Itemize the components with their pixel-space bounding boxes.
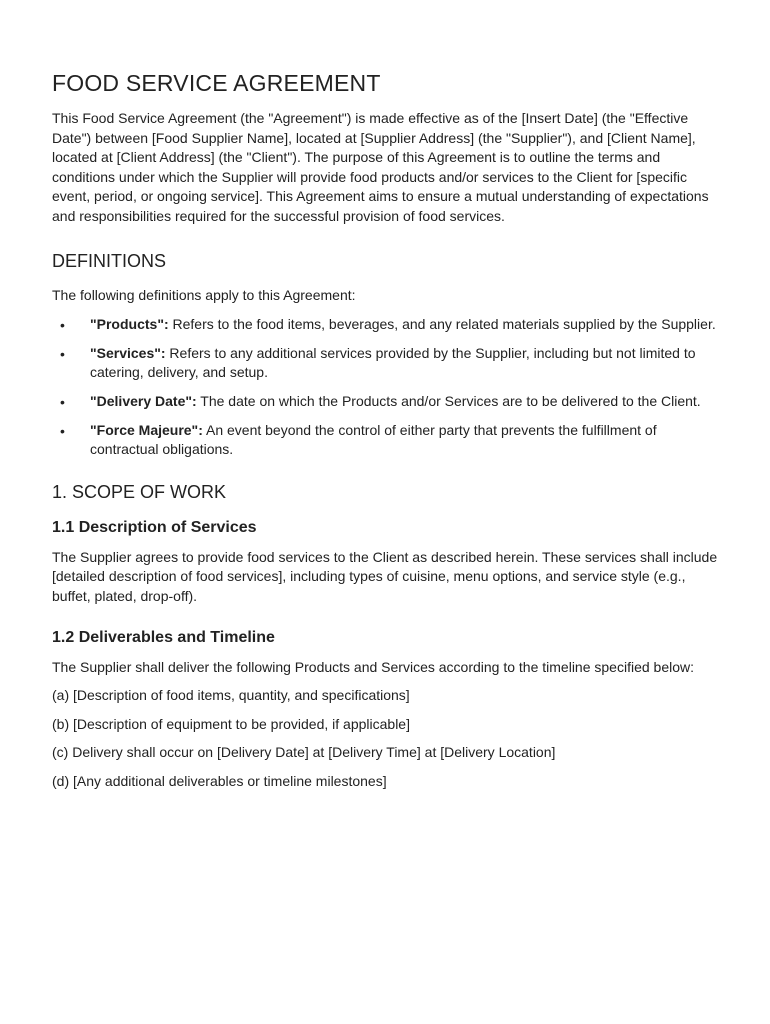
definition-term: "Force Majeure": [90,421,203,438]
deliverables-heading: 1.2 Deliverables and Timeline [52,628,275,646]
bullet-icon: • [60,422,65,439]
definition-term: "Products": [90,316,169,333]
deliverable-item-b: (b) [Description of equipment to be provided, if applicable] [52,715,410,732]
definitions-heading: DEFINITIONS [52,250,167,271]
deliverable-item-d: (d) [Any additional deliverables or timeline milestones] [52,772,387,789]
definition-text: The date on which the Products and/or Services are to be delivered to the Client. [196,392,701,409]
intro-paragraph: This Food Service Agreement (the "Agreement") is made effective as of the [Insert Date] (the "Effective Date") between [Food Supplier Name], located at [Supplier Address] (the "Supplier"), and [Client Name], located at [Client Address] (the "Client"). The purpose of this Agreement is to outline the terms and conditions under which the Supplier will provide food products and/or services to the Client for [specific event, period, or ongoing service]. This Agreement aims to ensure a mutual understanding of expectations and responsibilities required for the successful provision of food services. [52,110,709,224]
bullet-icon: • [60,317,65,334]
deliverable-item-c: (c) Delivery shall occur on [Delivery Date] at [Delivery Time] at [Delivery Location] [52,744,556,761]
scope-heading: 1. SCOPE OF WORK [52,481,227,502]
deliverable-item-a: (a) [Description of food items, quantity, and specifications] [52,687,410,704]
bullet-icon: • [60,345,65,362]
definition-term: "Delivery Date": [90,392,197,409]
definition-item-services [52,344,718,383]
definitions-lead: The following definitions apply to this Agreement: [52,286,356,303]
deliverables-lead: The Supplier shall deliver the following Products and Services according to the timeline specified below: [52,658,695,675]
definition-item-products [52,315,718,335]
description-heading: 1.1 Description of Services [52,518,257,536]
definition-text: An event beyond the control of either party that prevents the fulfillment of contractual obligations. [90,421,657,458]
bullet-icon: • [60,393,65,410]
definition-text: Refers to the food items, beverages, and any related materials supplied by the Supplier. [168,316,716,333]
definition-term: "Services": [90,344,166,361]
definitions-list [52,315,718,460]
definition-text: Refers to any additional services provided by the Supplier, including but not limited to catering, delivery, and setup. [90,344,696,381]
description-paragraph: The Supplier agrees to provide food services to the Client as described herein. These services shall include [detailed description of food services], including types of cuisine, menu options, and service style (e.g., buffet, plated, drop-off). [52,548,718,604]
definition-item-force-majeure [52,421,718,460]
definition-item-delivery-date [52,392,718,412]
document-title: FOOD SERVICE AGREEMENT [52,70,381,96]
